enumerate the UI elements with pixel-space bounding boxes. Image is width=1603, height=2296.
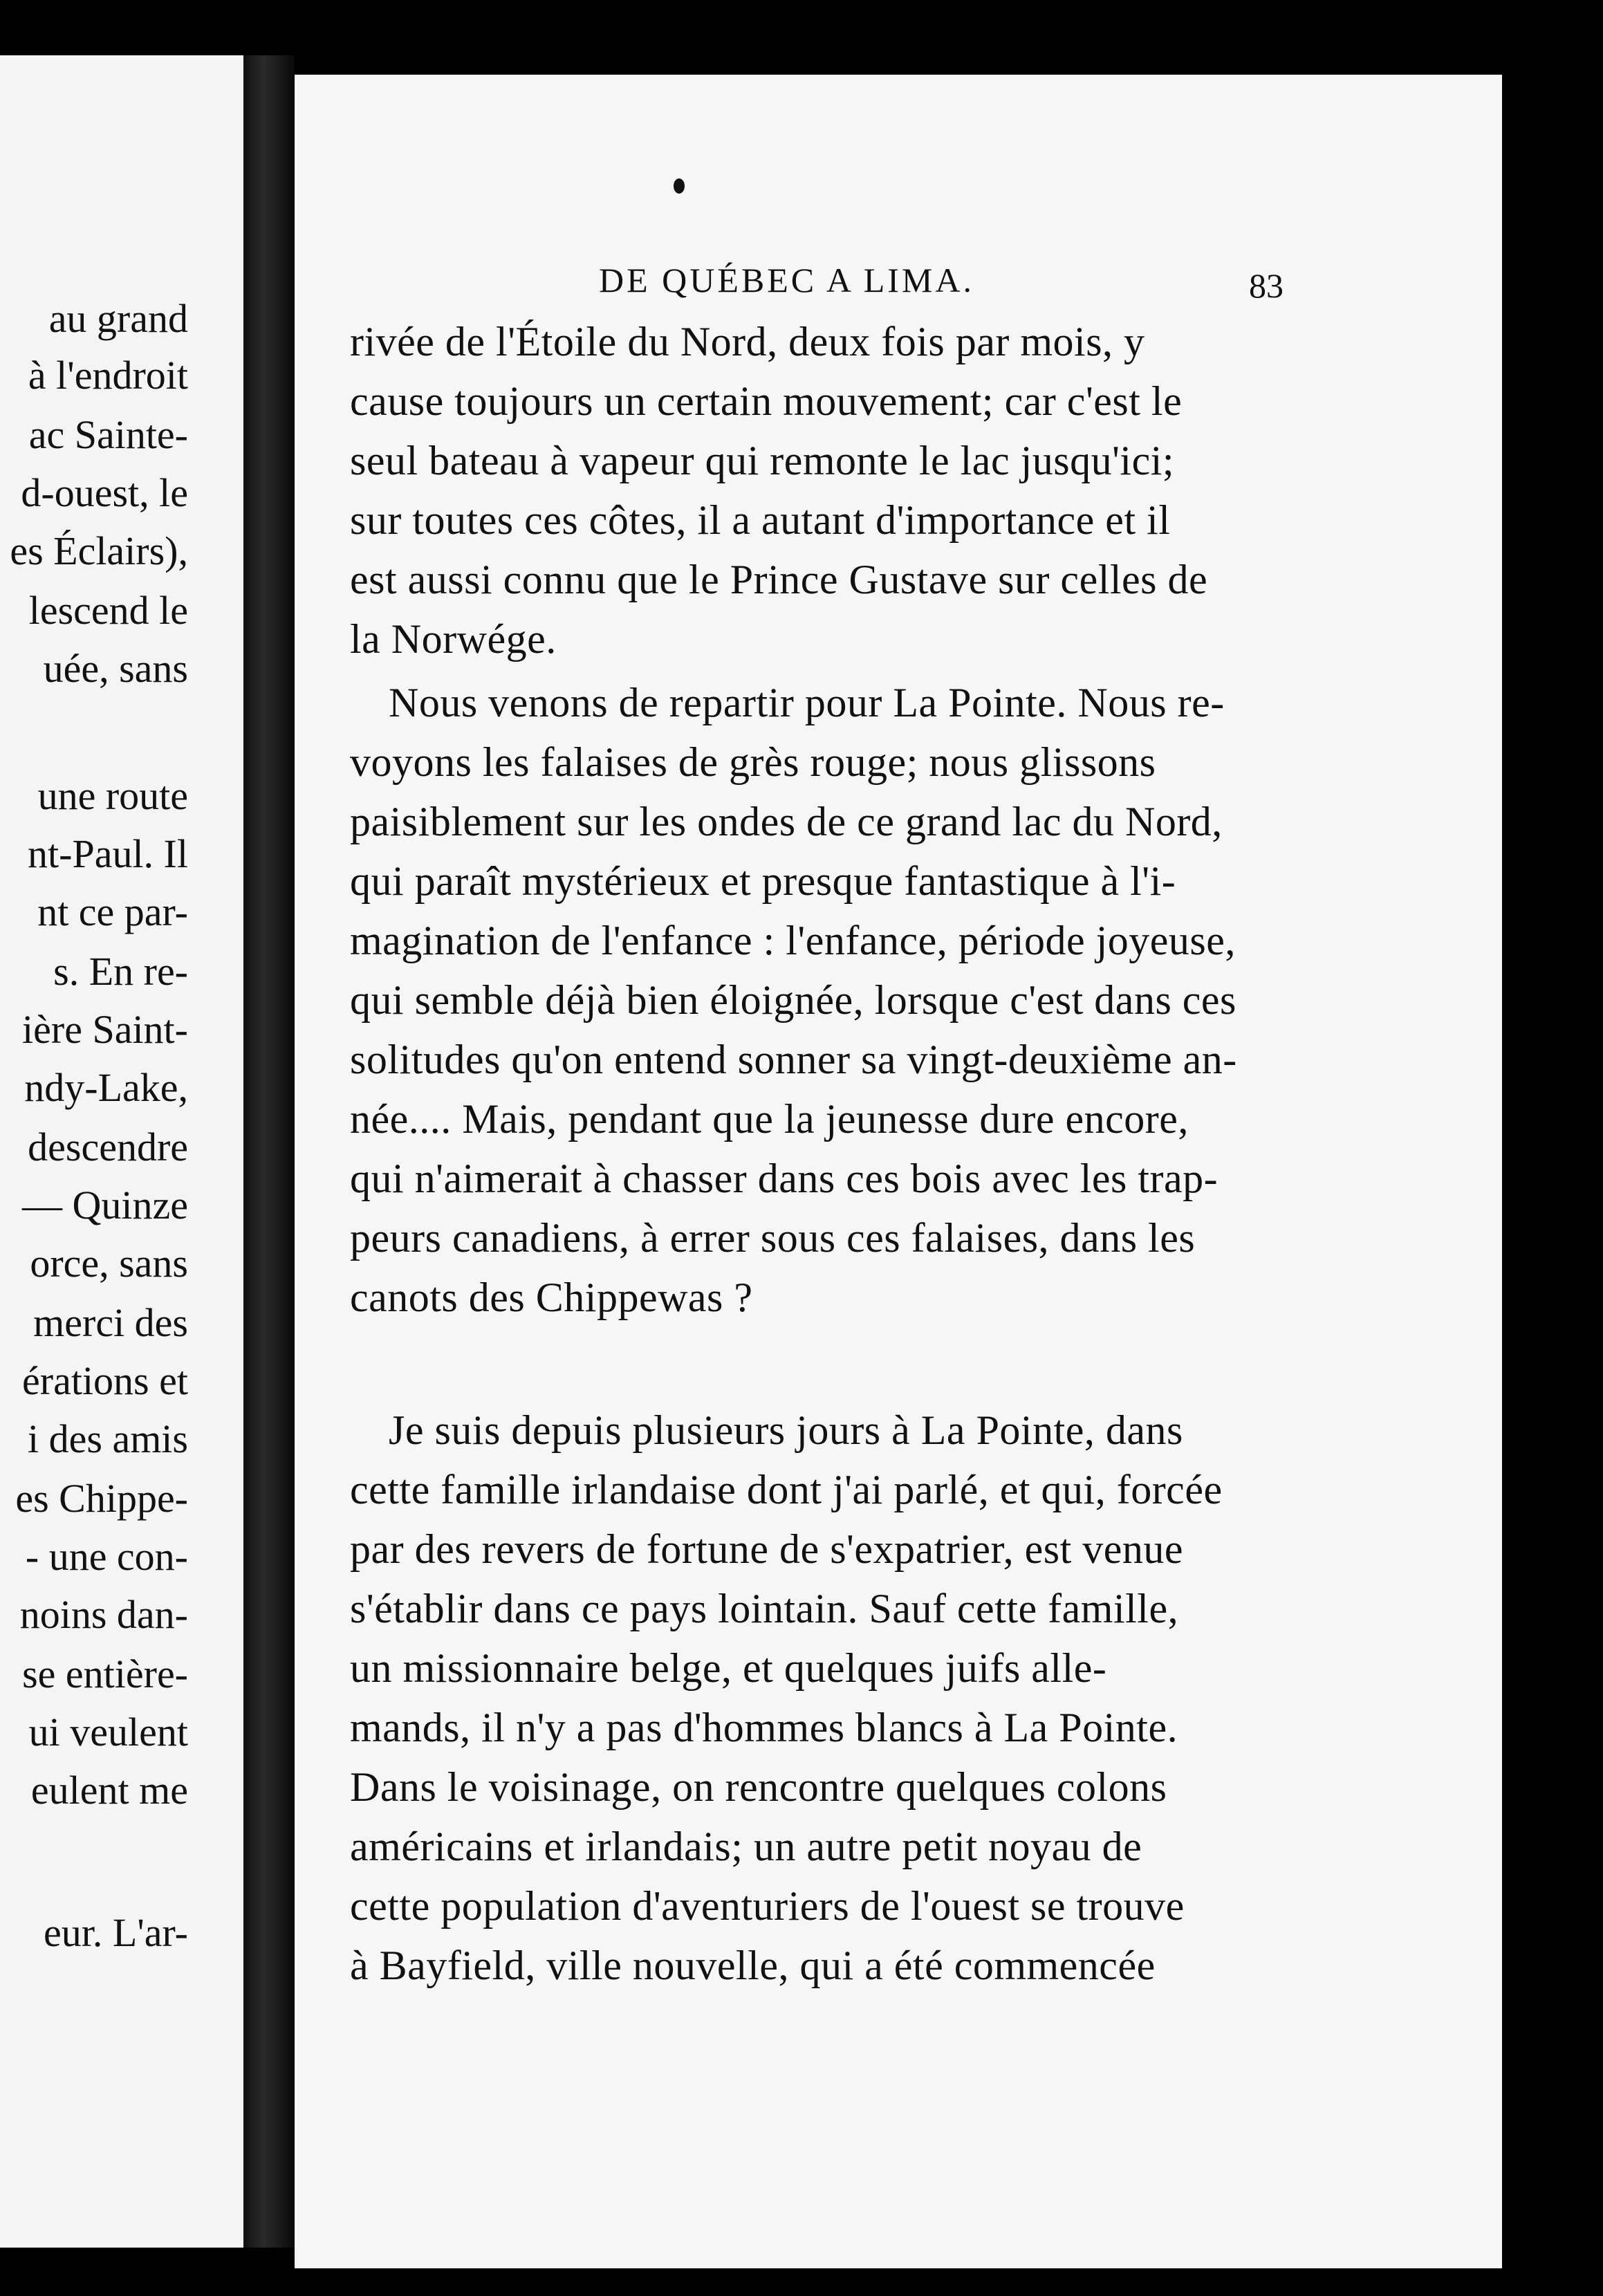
left-page [0, 55, 243, 2248]
text-line: solitudes qu'on entend sonner sa vingt-deuxième an- [350, 1037, 1237, 1082]
left-line: i des amis [28, 1416, 188, 1461]
left-line: es Chippe- [15, 1476, 188, 1521]
left-line: à l'endroit [28, 353, 188, 398]
page-number: 83 [1249, 266, 1284, 305]
text-line: à Bayfield, ville nouvelle, qui a été commencée [350, 1943, 1156, 1988]
text-line: peurs canadiens, à errer sous ces falaises, dans les [350, 1215, 1196, 1261]
text-line: magination de l'enfance : l'enfance, période joyeuse, [350, 918, 1236, 963]
text-line: cause toujours un certain mouvement; car c'est le [350, 378, 1183, 424]
ink-dot [674, 178, 685, 194]
left-line: ière Saint- [22, 1007, 188, 1052]
left-line: merci des [33, 1300, 188, 1345]
left-line: ac Sainte- [28, 412, 188, 457]
left-line: descendre [28, 1124, 188, 1169]
left-line: — Quinze [22, 1183, 188, 1228]
left-line: une route [37, 773, 188, 818]
left-line: se entière- [22, 1651, 188, 1696]
text-line: Nous venons de repartir pour La Pointe. Nous re- [389, 680, 1225, 725]
text-line: un missionnaire belge, et quelques juifs alle- [350, 1645, 1107, 1691]
left-line: s. En re- [53, 949, 188, 994]
left-line: lescend le [28, 588, 188, 633]
text-line: Dans le voisinage, on rencontre quelques colons [350, 1764, 1167, 1810]
left-line: - une con- [25, 1534, 188, 1579]
left-line: nt-Paul. Il [28, 831, 188, 876]
left-line: uée, sans [43, 646, 188, 691]
running-head: DE QUÉBEC A LIMA. [599, 261, 974, 299]
text-line: qui paraît mystérieux et presque fantastique à l'i- [350, 858, 1176, 904]
left-line: es Éclairs), [10, 528, 188, 573]
text-line: rivée de l'Étoile du Nord, deux fois par mois, y [350, 319, 1145, 364]
text-line: qui n'aimerait à chasser dans ces bois avec les trap- [350, 1156, 1219, 1201]
text-line: voyons les falaises de grès rouge; nous glissons [350, 739, 1156, 785]
text-line: paisiblement sur les ondes de ce grand lac du Nord, [350, 799, 1223, 844]
left-line: érations et [22, 1358, 188, 1403]
text-line: est aussi connu que le Prince Gustave sur celles de [350, 557, 1208, 602]
text-line: cette famille irlandaise dont j'ai parlé, et qui, forcée [350, 1467, 1223, 1512]
left-line: d-ouest, le [21, 470, 188, 515]
text-line: s'établir dans ce pays lointain. Sauf cette famille, [350, 1586, 1179, 1631]
text-line: seul bateau à vapeur qui remonte le lac jusqu'ici; [350, 438, 1175, 483]
left-line: ndy-Lake, [24, 1065, 188, 1110]
left-line: eur. L'ar- [44, 1910, 188, 1955]
text-line: américains et irlandais; un autre petit noyau de [350, 1824, 1142, 1869]
text-line: née.... Mais, pendant que la jeunesse dure encore, [350, 1096, 1189, 1142]
left-line: ui veulent [28, 1710, 188, 1755]
left-line: eulent me [30, 1768, 188, 1813]
book-gutter [243, 55, 295, 2248]
text-line: Je suis depuis plusieurs jours à La Pointe, dans [389, 1407, 1183, 1453]
text-line: sur toutes ces côtes, il a autant d'importance et il [350, 497, 1171, 543]
left-line: orce, sans [30, 1241, 188, 1286]
text-line: par des revers de fortune de s'expatrier, est venue [350, 1526, 1184, 1572]
text-line: cette population d'aventuriers de l'ouest se trouve [350, 1883, 1185, 1929]
left-line: nt ce par- [37, 889, 188, 934]
text-line: la Norwége. [350, 616, 557, 662]
text-line: canots des Chippewas ? [350, 1275, 753, 1320]
right-page [295, 75, 1502, 2268]
text-line: mands, il n'y a pas d'hommes blancs à La Pointe. [350, 1705, 1178, 1750]
text-line: qui semble déjà bien éloignée, lorsque c'est dans ces [350, 977, 1236, 1023]
left-line: noins dan- [19, 1592, 188, 1637]
left-line: au grand [48, 296, 188, 341]
